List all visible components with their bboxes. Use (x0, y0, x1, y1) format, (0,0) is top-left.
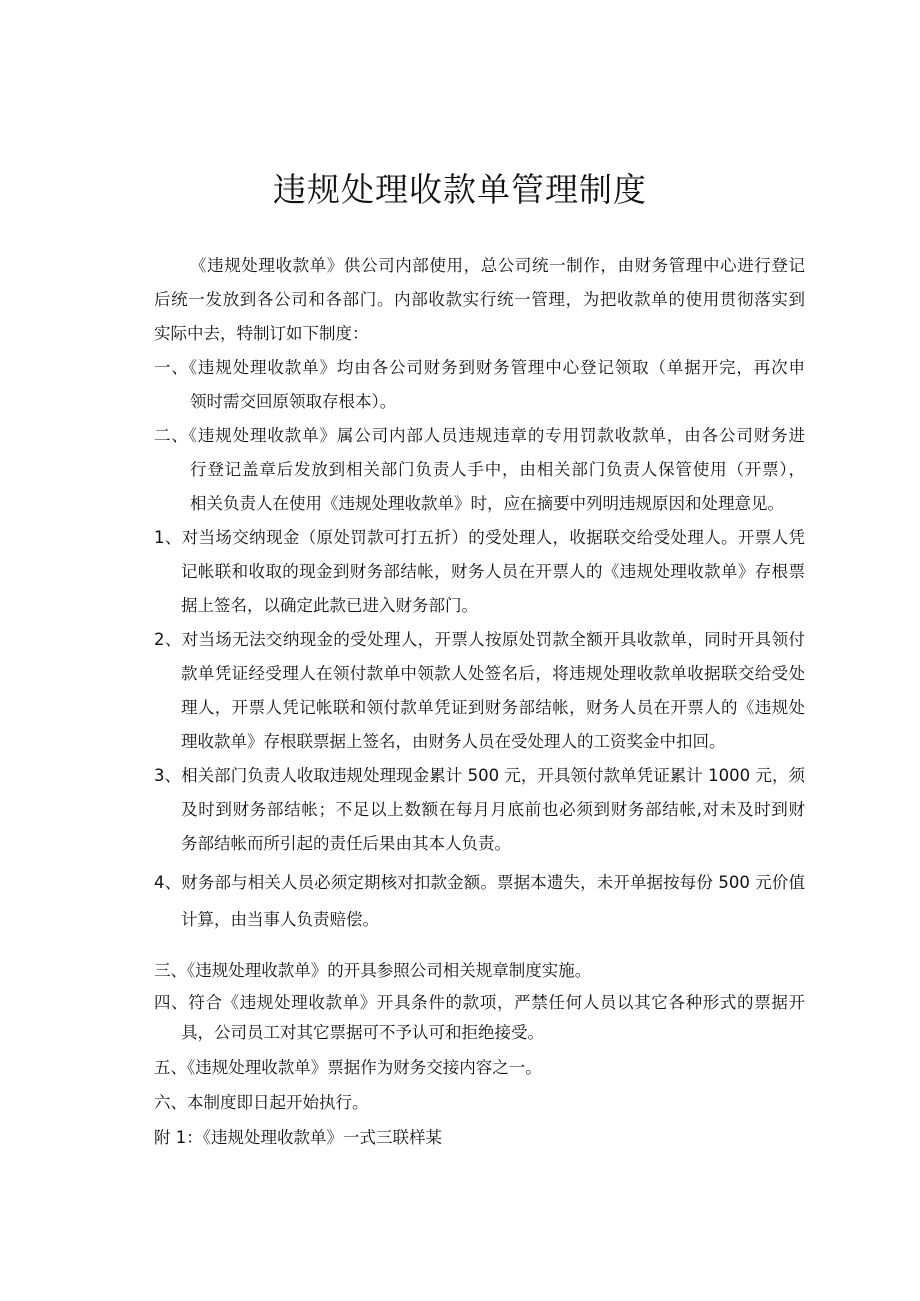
intro-line-1: 《违规处理收款单》供公司内部使用，总公司统一制作，由财务管理中心进行登记 (190, 256, 805, 275)
section-2-line-2: 行登记盖章后发放到相关部门负责人手中，由相关部门负责人保管使用（开票）， (190, 460, 805, 479)
item-2-line-3: 理人，开票人凭记帐联和领付款单凭证到财务部结帐，财务人员在开票人的《违规处 (181, 698, 805, 717)
item-4-line-2: 计算，由当事人负责赔偿。 (181, 910, 379, 929)
section-4-line-1: 四、符合《违规处理收款单》开具条件的款项，严禁任何人员以其它各种形式的票据开 (154, 993, 805, 1012)
item-4-line-1: 4、财务部与相关人员必须定期核对扣款金额。票据本遗失，未开单据按每份 500 元价值 (154, 873, 805, 892)
section-6: 六、本制度即日起开始执行。 (154, 1093, 369, 1112)
section-1-line-1: 一、《违规处理收款单》均由各公司财务到财务管理中心登记领取（单据开完，再次申 (154, 358, 805, 377)
section-1-line-2: 领时需交回原领取存根本）。 (190, 392, 397, 411)
section-2-line-3: 相关负责人在使用《违规处理收款单》时，应在摘要中列明违规原因和处理意见。 (190, 494, 784, 513)
document-title: 违规处理收款单管理制度 (273, 170, 647, 209)
item-3-line-2: 及时到财务部结帐；不足以上数额在每月月底前也必须到财务部结帐,对未及时到财 (181, 800, 805, 819)
item-2-line-4: 理收款单》存根联票据上签名，由财务人员在受处理人的工资奖金中扣回。 (181, 732, 726, 751)
section-5: 五、《违规处理收款单》票据作为财务交接内容之一。 (154, 1058, 542, 1077)
item-3-line-3: 务部结帐而所引起的责任后果由其本人负责。 (181, 834, 511, 853)
section-3: 三、《违规处理收款单》的开具参照公司相关规章制度实施。 (154, 961, 592, 980)
attachment-note: 附 1：《违规处理收款单》一式三联样某 (154, 1128, 442, 1147)
item-2-line-1: 2、对当场无法交纳现金的受处理人，开票人按原处罚款全额开具收款单，同时开具领付 (154, 630, 805, 649)
section-2-line-1: 二、《违规处理收款单》属公司内部人员违规违章的专用罚款收款单，由各公司财务进 (154, 426, 805, 445)
item-1-line-2: 记帐联和收取的现金到财务部结帐，财务人员在开票人的《违规处理收款单》存根票 (181, 562, 805, 581)
item-1-line-1: 1、对当场交纳现金（原处罚款可打五折）的受处理人，收据联交给受处理人。开票人凭 (154, 528, 805, 547)
intro-line-3: 实际中去，特制订如下制度： (154, 324, 369, 343)
item-2-line-2: 款单凭证经受理人在领付款单中领款人处签名后，将违规处理收款单收据联交给受处 (181, 664, 805, 683)
section-4-line-2: 具，公司员工对其它票据可不予认可和拒绝接受。 (181, 1023, 544, 1042)
item-3-line-1: 3、相关部门负责人收取违规处理现金累计 500 元，开具领付款单凭证累计 1000 元，须 (154, 766, 805, 785)
item-1-line-3: 据上签名，以确定此款已进入财务部门。 (181, 596, 478, 615)
intro-line-2: 后统一发放到各公司和各部门。内部收款实行统一管理，为把收款单的使用贯彻落实到 (154, 290, 805, 309)
